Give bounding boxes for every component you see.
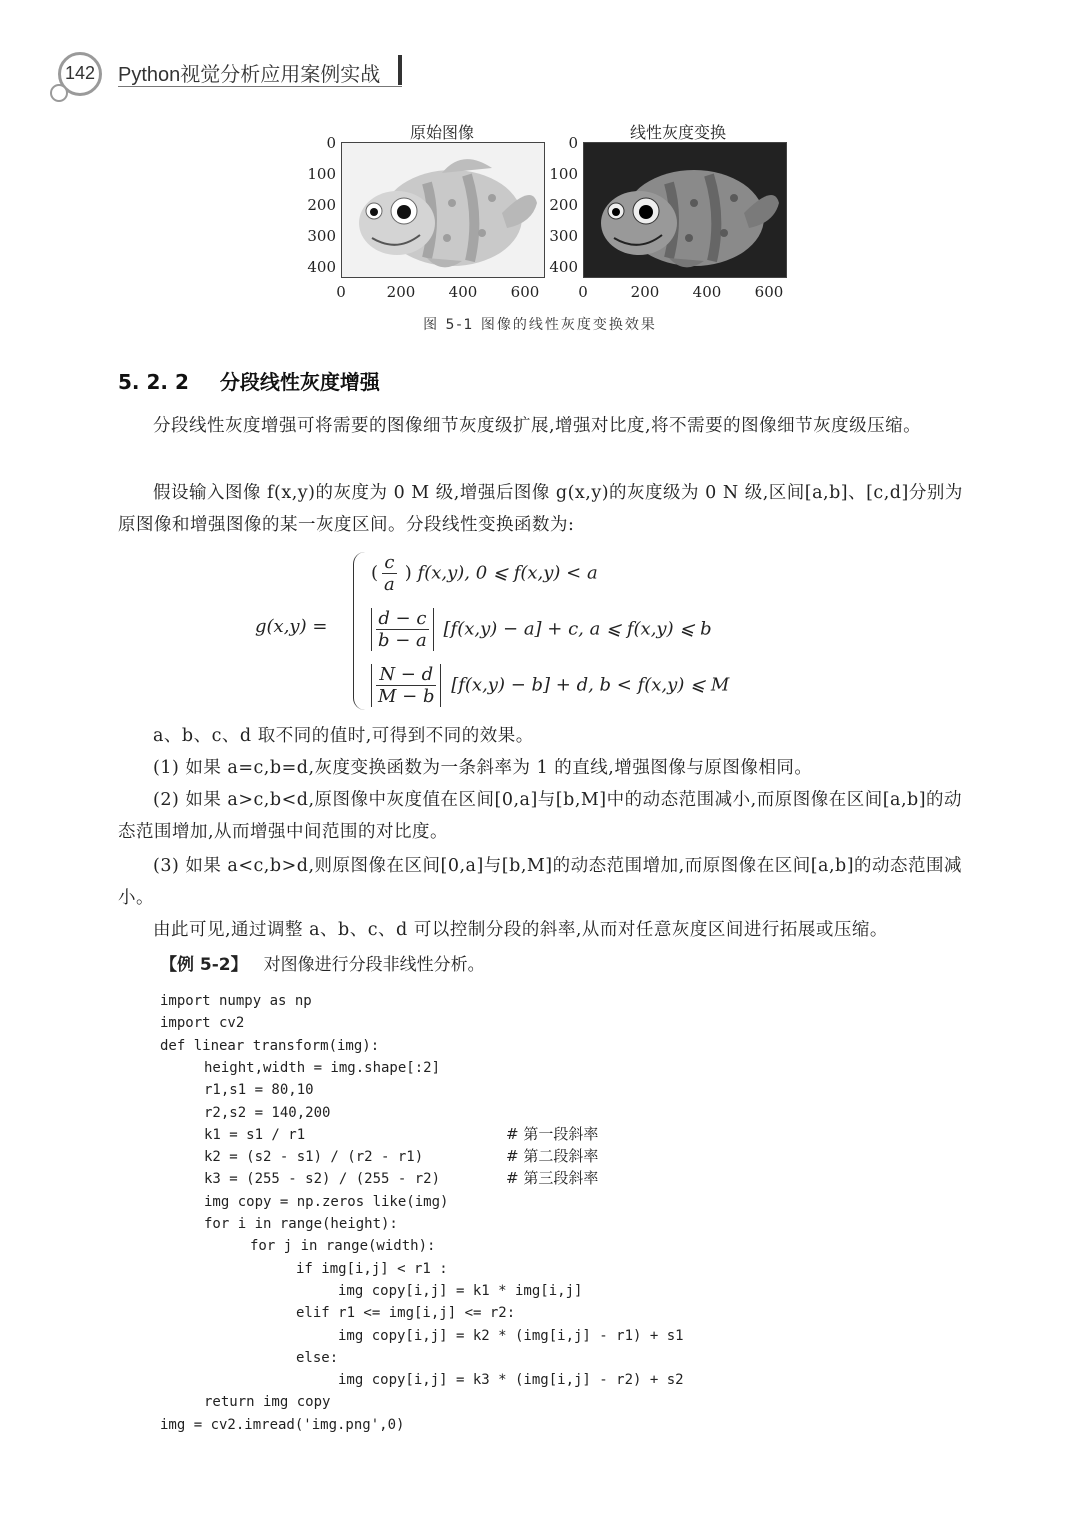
fraction-denominator: M − b	[378, 686, 435, 707]
header-bar	[398, 55, 402, 85]
x-tick: 0	[578, 283, 588, 301]
code-line: img = cv2.imread('img.png',0)	[160, 1416, 405, 1433]
y-tick: 100	[549, 165, 578, 183]
fraction-numerator: c	[382, 552, 397, 574]
book-title: Python视觉分析应用案例实战	[118, 64, 381, 86]
code-comment: # 第一段斜率	[506, 1124, 599, 1143]
example-heading	[160, 950, 485, 975]
code-line: height,width = img.shape[:2]	[204, 1059, 441, 1076]
code-line: import cv2	[160, 1015, 245, 1032]
paragraph: a、b、c、d 取不同的值时,可得到不同的效果。	[153, 726, 534, 746]
x-tick: 0	[336, 283, 346, 301]
y-tick: 300	[549, 227, 578, 245]
badge-ring-icon	[50, 84, 68, 102]
y-tick: 400	[307, 258, 336, 276]
formula-row-rest: [f(x,y) − b] + d, b < f(x,y) ⩽ M	[451, 674, 730, 696]
y-tick: 200	[549, 196, 578, 214]
x-tick: 200	[386, 283, 416, 301]
formula-row-rest: [f(x,y) − a] + c, a ⩽ f(x,y) ⩽ b	[443, 618, 712, 640]
paragraph: 分段线性灰度增强可将需要的图像细节灰度级扩展,增强对比度,将不需要的图像细节灰度级压缩。	[153, 416, 922, 436]
left-brace	[353, 552, 366, 710]
code-line: import numpy as np	[160, 993, 312, 1009]
code-line: k1 = s1 / r1	[204, 1126, 306, 1143]
figure-caption: 图 5-1 图像的线性灰度变换效果	[423, 317, 657, 333]
fish-picture	[342, 143, 544, 277]
code-line: img copy[i,j] = k2 * (img[i,j] - r1) + s1	[338, 1327, 684, 1344]
x-tick: 400	[448, 283, 478, 301]
section-number: 5. 2. 2	[118, 370, 189, 394]
x-tick: 200	[630, 283, 660, 301]
section-title: 分段线性灰度增强	[219, 370, 380, 394]
formula-row-1: ( $\frac{c}{a}$ ) f(x,y), 0 ⩽ f(x,y) < a	[371, 552, 598, 595]
transformed-image	[583, 142, 787, 278]
code-line: r2,s2 = 140,200	[204, 1104, 331, 1121]
code-line: img copy[i,j] = k3 * (img[i,j] - r2) + s2	[338, 1372, 684, 1389]
formula-row-3	[371, 664, 729, 707]
y-tick: 300	[307, 227, 336, 245]
x-tick: 600	[754, 283, 784, 301]
paragraph: (3) 如果 a<c,b>d,则原图像在区间[0,a]与[b,M]的动态范围增加,而原图像在区间[a,b]的动态范围减小。	[118, 856, 963, 908]
fraction-denominator: b − a	[378, 630, 427, 651]
section-heading	[118, 366, 380, 395]
code-line: r1,s1 = 80,10	[204, 1082, 314, 1099]
y-tick: 200	[307, 196, 336, 214]
code-line: if img[i,j] < r1 :	[296, 1260, 448, 1277]
code-line: img copy = np.zeros like(img)	[204, 1193, 449, 1210]
example-label: 【例 5-2】	[160, 955, 248, 975]
code-comment: # 第二段斜率	[506, 1147, 599, 1166]
x-tick: 600	[510, 283, 540, 301]
formula-row-2	[371, 608, 712, 651]
y-tick: 0	[326, 134, 336, 152]
page-number: 142	[64, 63, 96, 83]
code-comment: # 第三段斜率	[506, 1169, 599, 1188]
paragraph: (2) 如果 a>c,b<d,原图像中灰度值在区间[0,a]与[b,M]中的动态范围减小,而原图像在区间[a,b]的动态范围增加,从而增强中间范围的对比度。	[118, 790, 963, 842]
fraction-denominator: a	[384, 574, 395, 595]
original-image	[341, 142, 545, 278]
formula-row-rest: f(x,y), 0 ⩽ f(x,y) < a	[417, 562, 598, 584]
code-line: for j in range(width):	[250, 1238, 436, 1255]
code-line: k2 = (s2 - s1) / (r2 - r1)	[204, 1149, 424, 1166]
panel-title-linear: 线性灰度变换	[630, 123, 727, 142]
code-line: for i in range(height):	[204, 1216, 398, 1232]
paragraph: (1) 如果 a=c,b=d,灰度变换函数为一条斜率为 1 的直线,增强图像与原图像相同。	[153, 758, 813, 778]
code-line: elif r1 <= img[i,j] <= r2:	[296, 1305, 516, 1322]
y-tick: 100	[307, 165, 336, 183]
y-tick: 0	[568, 134, 578, 152]
panel-title-original: 原始图像	[410, 123, 475, 142]
header-rule	[118, 86, 402, 87]
code-line: def linear transform(img):	[160, 1037, 380, 1054]
example-text: 对图像进行分段非线性分析。	[263, 955, 485, 975]
paragraph: 假设输入图像 f(x,y)的灰度为 0 M 级,增强后图像 g(x,y)的灰度级为 0 N 级,区间[a,b]、[c,d]分别为原图像和增强图像的某一灰度区间。分段线性变换函数为:	[118, 483, 963, 535]
y-tick: 400	[549, 258, 578, 276]
code-line: else:	[296, 1349, 339, 1366]
code-line: k3 = (255 - s2) / (255 - r2)	[204, 1171, 441, 1188]
fraction-numerator: d − c	[376, 608, 429, 630]
fish-picture-dark	[584, 143, 786, 277]
code-line: return img copy	[204, 1394, 331, 1411]
fraction-numerator: N − d	[376, 664, 436, 686]
paragraph: 由此可见,通过调整 a、b、c、d 可以控制分段的斜率,从而对任意灰度区间进行拓展或压缩。	[153, 920, 888, 940]
formula-lhs: g(x,y) =	[255, 616, 328, 637]
code-line: img copy[i,j] = k1 * img[i,j]	[338, 1282, 583, 1299]
x-tick: 400	[692, 283, 722, 301]
